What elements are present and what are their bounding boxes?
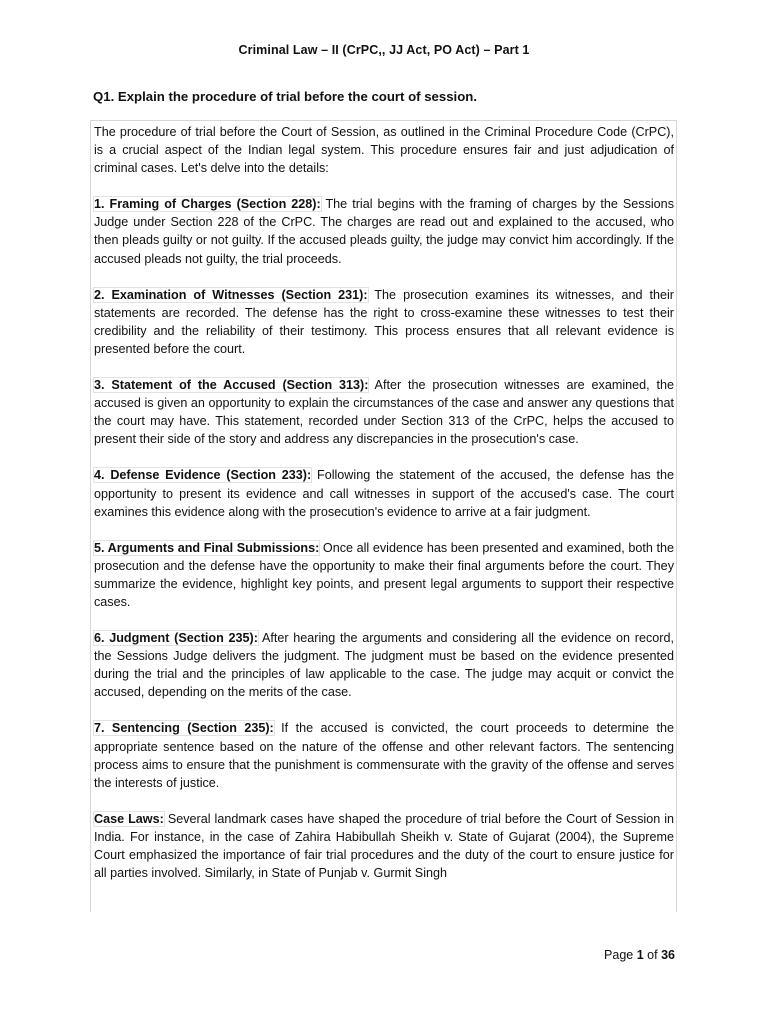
- section-heading-1: 1. Framing of Charges (Section 228):: [94, 197, 321, 212]
- section-heading-7: 7. Sentencing (Section 235):: [94, 721, 274, 736]
- case-laws-body: Several landmark cases have shaped the procedure of trial before the Court of Session in India. For instance, in the case of Zahira Habibullah Sheikh v. State of Gujarat (2004), the Supreme Court emphasized the importance of fair trial procedures and the duty of the court to ensure justice for all parties involved. Similarly, in State of Punjab v. Gurmit Singh: [94, 811, 675, 881]
- section-body-6: After hearing the arguments and considering all the evidence on record, the Sessions Judge delivers the judgment. The judgment must be based on the evidence presented during the trial and the principles of law applicable to the case. The judge may acquit or convict the accused, depending on the merits of the case.: [94, 631, 674, 700]
- section-paragraph-1: [94, 195, 674, 267]
- case-laws-heading: Case Laws:: [94, 811, 164, 826]
- total-page-count: 36: [661, 948, 675, 962]
- section-body-4: Following the statement of the accused, the defense has the opportunity to present its evidence and call witnesses in support of the accused's case. The court examines this evidence along with the prosecution's evidence to arrive at a fair judgment.: [94, 468, 674, 519]
- section-heading-4: 4. Defense Evidence (Section 233):: [94, 468, 312, 483]
- section-paragraph-7: [94, 719, 674, 791]
- current-page-number: 1: [636, 948, 644, 962]
- section-body-2: The prosecution examines its witnesses, and their statements are recorded. The defense has the right to cross-examine these witnesses to test their credibility and the reliability of their testimony. This process ensures that all relevant evidence is presented before the court.: [94, 287, 675, 356]
- section-body-5: Once all evidence has been presented and examined, both the prosecution and the defense have the opportunity to make their final arguments before the court. They summarize the evidence, highlight key points, and present legal arguments to support their respective cases.: [94, 540, 675, 609]
- section-body-7: If the accused is convicted, the court proceeds to determine the appropriate sentence based on the nature of the offense and other relevant factors. The sentencing process aims to ensure that the punishment is commensurate with the gravity of the offense and serves the interests of justice.: [94, 721, 674, 790]
- section-heading-2: 2. Examination of Witnesses (Section 231):: [94, 287, 368, 302]
- section-paragraph-3: [94, 376, 674, 448]
- page-of-label: of: [647, 948, 658, 962]
- section-paragraph-4: [94, 466, 674, 520]
- section-heading-6: 6. Judgment (Section 235):: [94, 631, 258, 646]
- section-body-3: After the prosecution witnesses are examined, the accused is given an opportunity to explain the circumstances of the case and answer any questions that the court may have. This statement, recorded under Section 313 of the CrPC, helps the accused to present their side of the story and address any discrepancies in the prosecution's case.: [94, 378, 674, 447]
- case-laws-paragraph: [94, 810, 674, 882]
- section-paragraph-6: [94, 629, 674, 701]
- section-body-1: The trial begins with the framing of charges by the Sessions Judge under Section 228 of the CrPC. The charges are read out and explained to the accused, who then pleads guilty or not guilty. If the accused pleads guilty, the judge may convict him accordingly. If the accused pleads not guilty, the trial proceeds.: [94, 197, 674, 266]
- question-title: Q1. Explain the procedure of trial before the court of session.: [93, 89, 477, 104]
- page-number: [604, 948, 675, 962]
- document-header: Criminal Law – II (CrPC,, JJ Act, PO Act) – Part 1: [238, 43, 530, 57]
- page-label: Page: [604, 948, 634, 962]
- intro-paragraph: The procedure of trial before the Court of Session, as outlined in the Criminal Procedure Code (CrPC), is a crucial aspect of the Indian legal system. This procedure ensures fair and just adjudication of criminal cases. Let's delve into the details:: [94, 125, 674, 176]
- section-heading-5: 5. Arguments and Final Submissions:: [94, 540, 320, 555]
- answer-box: [90, 120, 677, 912]
- section-paragraph-2: [94, 286, 674, 358]
- section-paragraph-5: [94, 539, 674, 611]
- section-heading-3: 3. Statement of the Accused (Section 313):: [94, 378, 369, 393]
